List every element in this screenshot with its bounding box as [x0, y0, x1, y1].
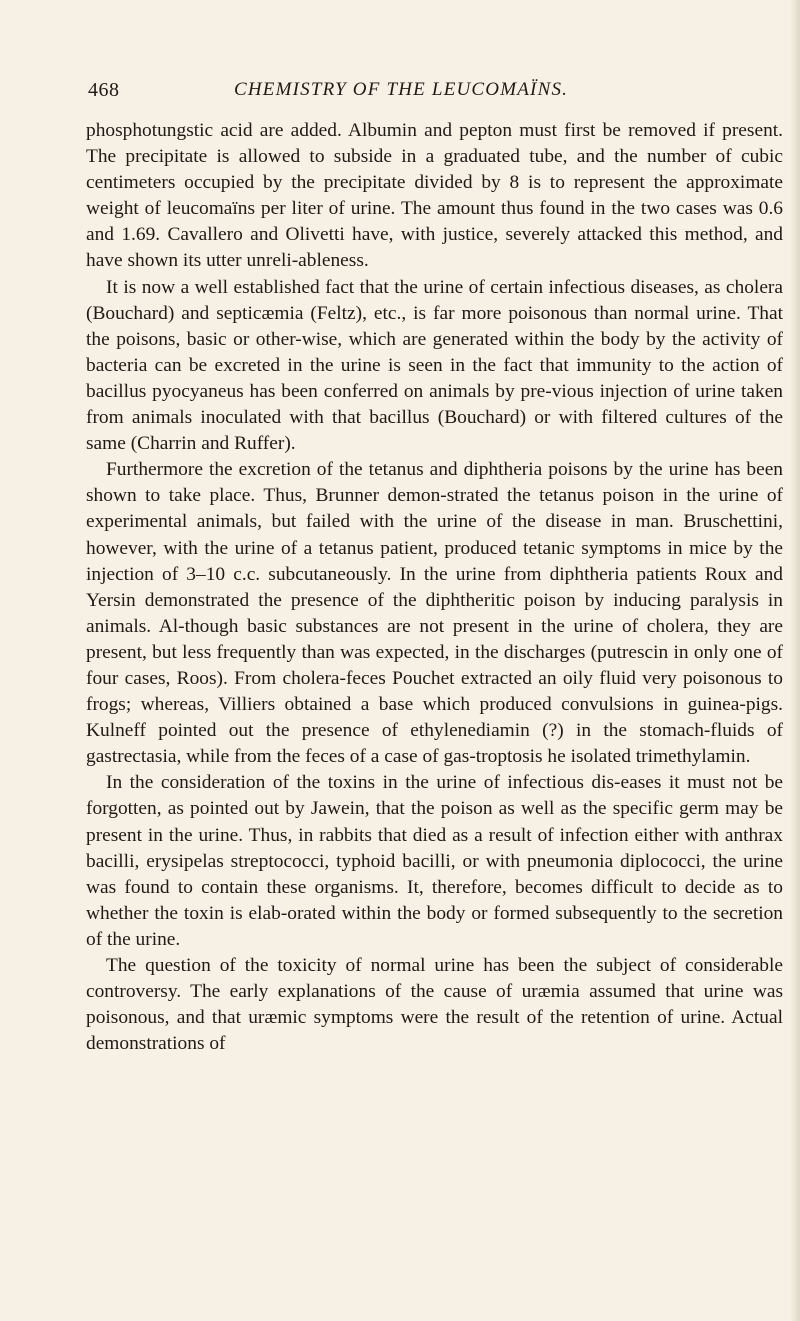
paragraph-tetanus-diphtheria: Furthermore the excretion of the tetanus and diphtheria poisons by the urine has been shown to take place. Thus, Brunner demon-strated the tetanus poison in the urine of experimental animals, but failed with the urine of the disease in man. Bruschettini, however, with the urine of a tetanus patient, produced tetanic symptoms in mice by the injection of 3–10 c.c. subcutaneously. In the urine from diphtheria patients Roux and Yersin demonstrated the presence of the diphtheritic poison by inducing paralysis in animals. Al-though basic substances are not present in the urine of cholera, they are present, but less frequently than was expected, in the discharges (putrescin in only one of four cases, Roos). From cholera-feces Pouchet extracted an oily fluid very poisonous to frogs; whereas, Villiers obtained a base which produced convulsions in guinea-pigs. Kulneff pointed out the presence of ethylenediamin (?) in the stomach-fluids of gastrectasia, while from the feces of a case of gas-troptosis he isolated trimethylamin. — [86, 459, 783, 768]
running-title: CHEMISTRY OF THE LEUCOMAÏNS. — [234, 79, 569, 100]
paragraph-normal-urine-toxicity: The question of the toxicity of normal urine has been the subject of considerable controversy. The early explanations of the cause of uræmia assumed that urine was poisonous, and that uræmic symptoms were the result of the retention of urine. Actual demonstrations of — [86, 955, 783, 1055]
page-header — [88, 79, 778, 105]
paragraph-infectious-urine: It is now a well established fact that the urine of certain infectious diseases, as cholera (Bouchard) and septicæmia (Feltz), etc., is far more poisonous than normal urine. That the poisons, basic or other-wise, which are generated within the body by the activity of bacteria can be excreted in the urine is seen in the fact that immunity to the action of bacillus pyocyaneus has been conferred on animals by pre-vious injection of urine taken from animals inoculated with that bacillus (Bouchard) or with filtered cultures of the same (Charrin and Ruffer). — [86, 276, 783, 455]
paragraph-continuation: phosphotungstic acid are added. Albumin and pepton must first be removed if present. The precipitate is allowed to subside in a graduated tube, and the number of cubic centimeters occupied by the precipitate divided by 8 is to represent the approximate weight of leucomaïns per liter of urine. The amount thus found in the two cases was 0.6 and 1.69. Cavallero and Olivetti have, with justice, severely attacked this method, and have shown its utter unreli-ableness. — [86, 120, 783, 272]
page-number: 468 — [88, 79, 120, 101]
body-text — [86, 118, 783, 1057]
page-edge-shadow — [790, 0, 800, 1321]
paragraph-toxins-consideration: In the consideration of the toxins in the urine of infectious dis-eases it must not be forgotten, as pointed out by Jawein, that the poison as well as the specific germ may be present in the urine. Thus, in rabbits that died as a result of infection either with anthrax bacilli, erysipelas streptococci, typhoid bacilli, or with pneumonia diplococci, the urine was found to contain these organisms. It, therefore, becomes difficult to decide as to whether the toxin is elab-orated within the body or formed subsequently to the secretion of the urine. — [86, 772, 783, 950]
